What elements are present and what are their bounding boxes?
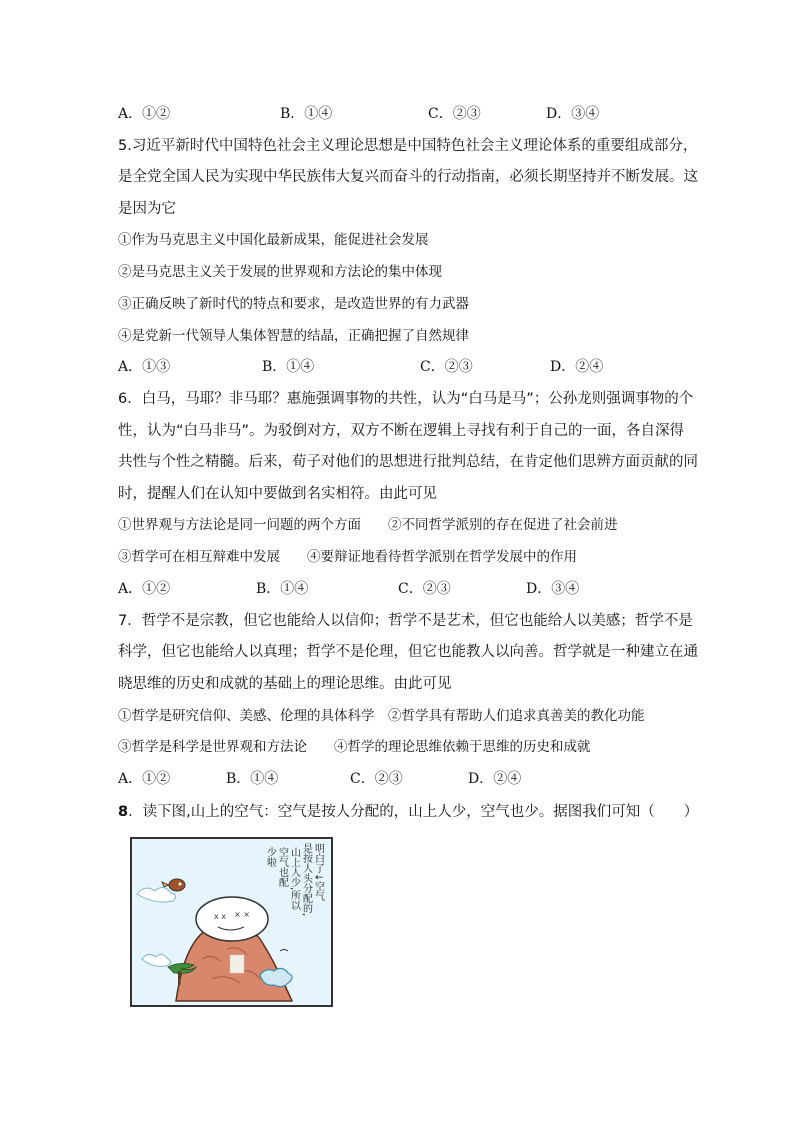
- q4-option-b: B．①④: [280, 106, 333, 122]
- q5-stem-line-3: 是因为它: [118, 201, 176, 217]
- q6-stem-line-4: 时，提醒人们在认知中要做到名实相符。由此可见: [118, 486, 437, 502]
- q6-item-row-1: ①世界观与方法论是同一问题的两个方面 ②不同哲学派别的存在促进了社会前进: [118, 517, 618, 533]
- q8-stem: [118, 802, 698, 822]
- q6-option-c: C．②③: [398, 581, 451, 597]
- q8-text: ．读下图,山上的空气：空气是按人分配的，山上人少，空气也少。据图我们可知（ ）: [128, 804, 699, 820]
- person-character-icon: [196, 897, 268, 941]
- blurred-patch: [230, 955, 244, 973]
- speech-line-5: 少啦: [264, 847, 276, 867]
- q5-option-d: D．②④: [550, 359, 604, 375]
- q4-option-d: D．③④: [546, 106, 600, 122]
- q6-stem-line-3: 共性与个性之精髓。后来，荀子对他们的思想进行批判总结，在肯定他们思辨方面贡献的同: [118, 454, 698, 470]
- q8-number: 8: [118, 804, 129, 820]
- q7-stem-line-2: 科学，但它也能给人以真理；哲学不是伦理，但它也能教人以向善。哲学就是一种建立在通: [118, 644, 698, 660]
- cartoon-illustration: [132, 839, 331, 1005]
- mountain-air-cartoon: [130, 837, 333, 1007]
- q6-stem-line-2: 性，认为“白马非马”。为驳倒对方，双方不断在逻辑上寻找有利于自己的一面，各自深得: [118, 423, 685, 439]
- q5-item-1: ①作为马克思主义中国化最新成果，能促进社会发展: [118, 232, 429, 248]
- q7-option-d: D．②④: [468, 771, 522, 787]
- q6-option-b: B．①④: [256, 581, 309, 597]
- q4-option-a: A．①②: [118, 106, 171, 122]
- svg-text:x x: x x: [214, 912, 227, 921]
- speech-line-4: 空气也配: [276, 847, 288, 887]
- q5-item-3: ③正确反映了新时代的特点和要求，是改造世界的有力武器: [118, 296, 469, 312]
- q5-option-a: A．①③: [118, 359, 171, 375]
- speech-line-1: 明白了↓空气: [312, 843, 324, 902]
- q5-item-2: ②是马克思主义关于发展的世界观和方法论的集中体现: [118, 264, 442, 280]
- speech-line-3: 山上人少,所以: [288, 847, 300, 911]
- q7-item-row-2: ③哲学是科学是世界观和方法论 ④哲学的理论思维依赖于思维的历史和成就: [118, 739, 591, 755]
- q5-item-4: ④是党新一代领导人集体智慧的结晶，正确把握了自然规律: [118, 328, 469, 344]
- q6-item-row-2: ③哲学可在相互辩难中发展 ④要辩证地看待哲学派别在哲学发展中的作用: [118, 549, 577, 565]
- q7-stem-line-1: 7．哲学不是宗教，但它也能给人以信仰；哲学不是艺术，但它也能给人以美感；哲学不是: [118, 613, 693, 629]
- q7-option-b: B．①④: [226, 771, 279, 787]
- q7-option-c: C．②③: [350, 771, 403, 787]
- q5-option-b: B．①④: [262, 359, 315, 375]
- q5-option-c: C．②③: [420, 359, 473, 375]
- q6-option-d: D．③④: [526, 581, 580, 597]
- q7-item-row-1: ①哲学是研究信仰、美感、伦理的具体科学 ②哲学具有帮助人们追求真善美的教化功能: [118, 708, 645, 724]
- q5-stem-line-2: 是全党全国人民为实现中华民族伟大复兴而奋斗的行动指南，必须长期坚持并不断发展。这: [118, 169, 698, 185]
- q6-option-a: A．①②: [118, 581, 171, 597]
- q7-option-a: A．①②: [118, 771, 171, 787]
- q5-stem-line-1: 5.习近平新时代中国特色社会主义理论思想是中国特色社会主义理论体系的重要组成部分，: [118, 138, 698, 154]
- speech-line-2: 是按人头分配的,: [300, 843, 312, 917]
- q4-option-c: C．②③: [428, 106, 481, 122]
- svg-text:× ×: × ×: [234, 910, 250, 919]
- q6-stem-line-1: 6．白马，马耶？非马耶？惠施强调事物的共性，认为“白马是马”；公孙龙则强调事物的个: [118, 391, 694, 407]
- q7-stem-line-3: 晓思维的历史和成就的基础上的理论思维。由此可见: [118, 676, 452, 692]
